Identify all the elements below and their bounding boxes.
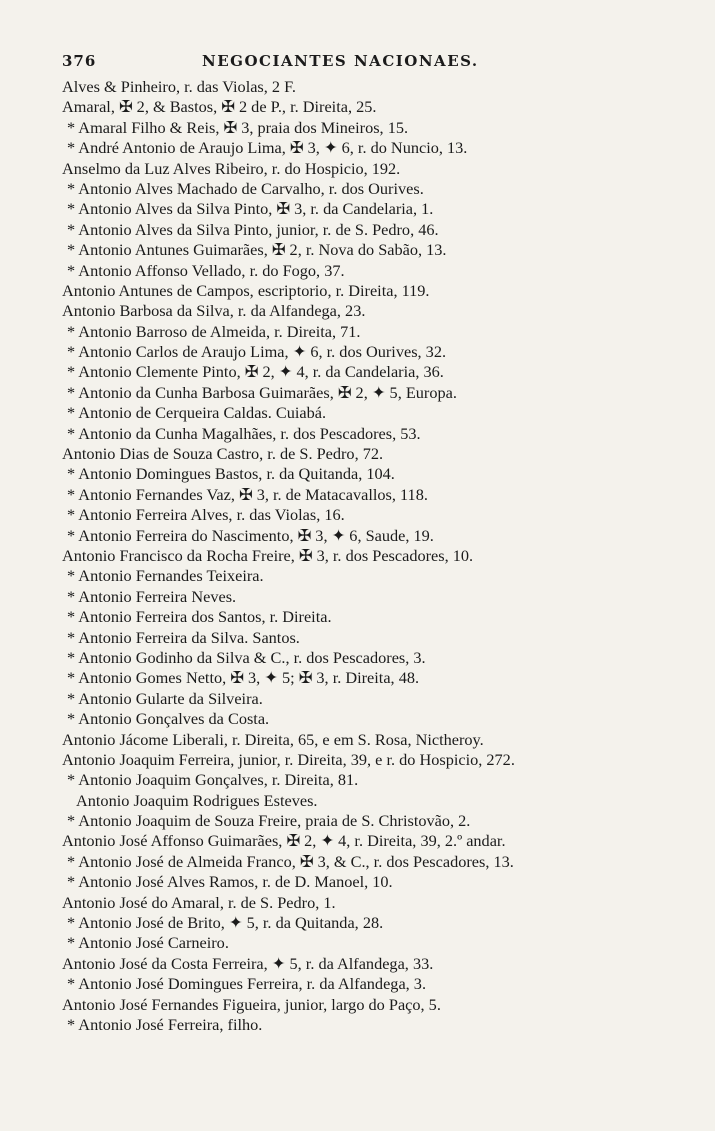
list-item: * André Antonio de Araujo Lima, ✠ 3, ✦ 6, r. do Nuncio, 13. [67,138,468,158]
list-item: Alves & Pinheiro, r. das Violas, 2 F. [62,77,296,96]
list-item: * Antonio Alves da Silva Pinto, ✠ 3, r. da Candelaria, 1. [67,199,434,219]
list-item: * Antonio Gomes Netto, ✠ 3, ✦ 5; ✠ 3, r. Direita, 48. [67,668,420,688]
list-item: Antonio Jácome Liberali, r. Direita, 65, e em S. Rosa, Nictheroy. [62,729,484,749]
list-item: * Antonio Ferreira dos Santos, r. Direita. [67,607,332,627]
list-item: Antonio Barbosa da Silva, r. da Alfandega, 23. [62,301,366,321]
list-item: Antonio Francisco da Rocha Freire, ✠ 3, r. dos Pescadores, 10. [62,545,474,565]
list-item: Antonio Joaquim Rodrigues Esteves. [76,790,318,810]
list-item: * Antonio Gonçalves da Costa. [67,709,270,729]
list-item: * Antonio Joaquim Gonçalves, r. Direita, 81. [67,770,359,790]
list-item: * Amaral Filho & Reis, ✠ 3, praia dos Mineiros, 15. [67,117,409,137]
list-item: * Antonio José Alves Ramos, r. de D. Manoel, 10. [67,872,393,892]
list-item: * Antonio da Cunha Barbosa Guimarães, ✠ 2, ✦ 5, Europa. [67,382,457,402]
list-item: Antonio José da Costa Ferreira, ✦ 5, r. da Alfandega, 33. [62,953,434,973]
list-item: * Antonio Antunes Guimarães, ✠ 2, r. Nova do Sabão, 13. [67,240,447,260]
merchant-list [62,77,662,1035]
list-item: Antonio José Affonso Guimarães, ✠ 2, ✦ 4, r. Direita, 39, 2.º andar. [62,831,506,851]
list-item: Anselmo da Luz Alves Ribeiro, r. do Hospicio, 192. [62,158,401,178]
list-item: * Antonio de Cerqueira Caldas. Cuiabá. [67,403,327,423]
list-item: Antonio Antunes de Campos, escriptorio, r. Direita, 119. [62,280,430,300]
list-item: * Antonio José Carneiro. [67,933,229,953]
list-item: * Antonio Ferreira da Silva. Santos. [67,627,300,647]
list-item: * Antonio Gularte da Silveira. [67,688,263,708]
list-item: * Antonio Barroso de Almeida, r. Direita, 71. [67,321,361,341]
list-item: Antonio Dias de Souza Castro, r. de S. Pedro, 72. [62,444,384,464]
list-item: * Antonio Carlos de Araujo Lima, ✦ 6, r. dos Ourives, 32. [67,342,447,362]
list-item: * Antonio Clemente Pinto, ✠ 2, ✦ 4, r. da Candelaria, 36. [67,362,444,382]
list-item: * Antonio José de Brito, ✦ 5, r. da Quitanda, 28. [67,913,384,933]
list-item: * Antonio Domingues Bastos, r. da Quitanda, 104. [67,464,395,484]
page-number: 376 [62,52,97,70]
page-header [62,52,662,76]
list-item: * Antonio Ferreira do Nascimento, ✠ 3, ✦ 6, Saude, 19. [67,525,434,545]
list-item: * Antonio Fernandes Teixeira. [67,566,264,586]
list-item: * Antonio Fernandes Vaz, ✠ 3, r. de Matacavallos, 118. [67,484,428,504]
list-item: Antonio Joaquim Ferreira, junior, r. Direita, 39, e r. do Hospicio, 272. [62,749,515,769]
list-item: * Antonio Godinho da Silva & C., r. dos Pescadores, 3. [67,647,426,667]
list-item: * Antonio da Cunha Magalhães, r. dos Pescadores, 53. [67,423,421,443]
list-item: * Antonio Joaquim de Souza Freire, praia de S. Christovão, 2. [67,811,471,831]
list-item: * Antonio Ferreira Neves. [67,586,237,606]
list-item: * Antonio Alves da Silva Pinto, junior, r. de S. Pedro, 46. [67,219,439,239]
running-title: NEGOCIANTES NACIONAES. [202,52,479,70]
list-item: * Antonio Alves Machado de Carvalho, r. dos Ourives. [67,178,424,198]
list-item: * Antonio Ferreira Alves, r. das Violas, 16. [67,505,345,525]
list-item: * Antonio José de Almeida Franco, ✠ 3, & C., r. dos Pescadores, 13. [67,851,514,871]
list-item: Antonio José Fernandes Figueira, junior, largo do Paço, 5. [62,994,441,1014]
list-item: * Antonio José Domingues Ferreira, r. da Alfandega, 3. [67,974,427,994]
list-item: Antonio José do Amaral, r. de S. Pedro, 1. [62,892,336,912]
list-item: * Antonio José Ferreira, filho. [67,1014,263,1034]
list-item: * Antonio Affonso Vellado, r. do Fogo, 37. [67,260,345,280]
list-item: Amaral, ✠ 2, & Bastos, ✠ 2 de P., r. Direita, 25. [62,97,377,117]
